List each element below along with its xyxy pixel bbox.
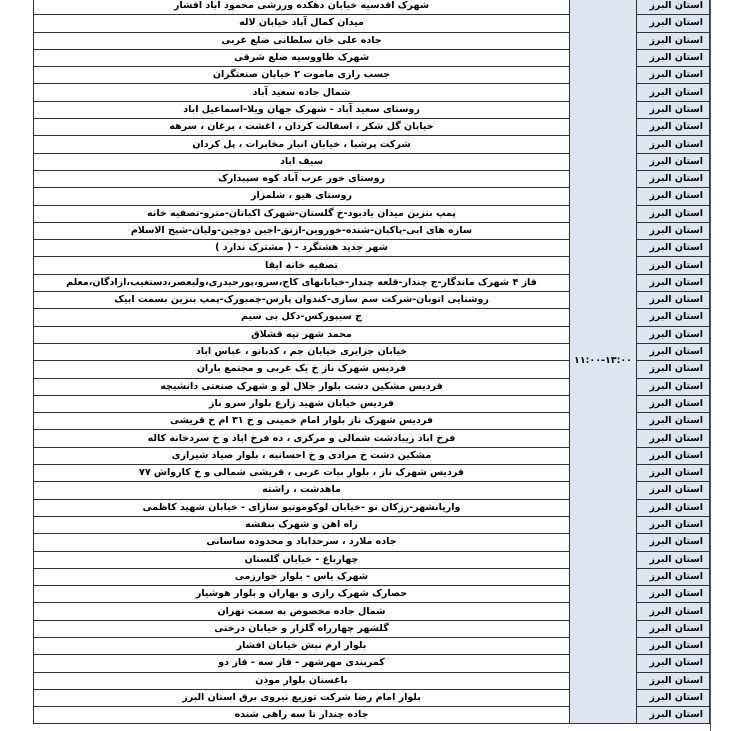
address-cell: فردیس خیابان شهید زارع بلوار سرو ناز bbox=[34, 395, 570, 412]
address-cell: ماهدشت ، راشته bbox=[34, 482, 570, 499]
province-cell: استان البرز bbox=[637, 240, 710, 257]
province-cell: استان البرز bbox=[637, 516, 710, 533]
province-cell: استان البرز bbox=[637, 568, 710, 585]
address-cell: سازه های ابی-پاکبان-شنده-خوروین-ازنق-اجین دوجین-ولیان-شیخ الاسلام bbox=[34, 222, 570, 239]
province-cell: استان البرز bbox=[637, 465, 710, 482]
province-cell: استان البرز bbox=[637, 292, 710, 309]
province-cell: استان البرز bbox=[637, 188, 710, 205]
province-cell: استان البرز bbox=[637, 101, 710, 118]
address-cell: واریانشهر-رزکان نو -خیابان لوکوموتیو سازای - خیابان شهید کاظمی bbox=[34, 499, 570, 516]
address-cell: محمد شهر تپه قشلاق bbox=[34, 326, 570, 343]
province-cell: استان البرز bbox=[637, 413, 710, 430]
province-cell: استان البرز bbox=[637, 586, 710, 603]
province-cell: استان البرز bbox=[637, 482, 710, 499]
address-cell: روستای هیو ، شلمزار bbox=[34, 188, 570, 205]
address-cell: روشنایی اتوبان-شرکت سم سازی-کندوان پارس-چمبورک-پمپ بنزین بسمت ابیک bbox=[34, 292, 570, 309]
province-cell: استان البرز bbox=[637, 153, 710, 170]
province-cell: استان البرز bbox=[637, 534, 710, 551]
address-cell: مشکین دشت خ مرادی و خ احسانیه ، بلوار صیاد شیرازی bbox=[34, 447, 570, 464]
province-cell: استان البرز bbox=[637, 15, 710, 32]
address-cell: گلشهر چهارراه گلزار و خیابان درختی bbox=[34, 620, 570, 637]
province-cell: استان البرز bbox=[637, 309, 710, 326]
address-cell: خیابان گل شکر ، اسفالت کردان ، اغشت ، برغان ، سرهه bbox=[34, 119, 570, 136]
province-cell: استان البرز bbox=[637, 499, 710, 516]
province-cell: استان البرز bbox=[637, 84, 710, 101]
province-cell: استان البرز bbox=[637, 136, 710, 153]
address-cell: شهرک طاووسیه ضلع شرقی bbox=[34, 49, 570, 66]
address-cell: جاده ملارد ، سرحداباد و محدوده ساسانی bbox=[34, 534, 570, 551]
sheet-right-border bbox=[710, 0, 711, 731]
address-cell: بلوار امام رضا شرکت توزیع نیروی برق استان البرز bbox=[34, 689, 570, 706]
province-cell: استان البرز bbox=[637, 378, 710, 395]
table-row bbox=[34, 0, 710, 15]
address-cell: شهر جدید هشتگرد - ( مشترک ندارد ) bbox=[34, 240, 570, 257]
address-cell: شهرک اقدسیه خیابان دهکده ورزشی محمود آباد افشار bbox=[34, 0, 570, 15]
address-cell: پمپ بنزین میدان یادبود-خ گلستان-شهرک اکباتان-مترو-تصفیه خانه bbox=[34, 205, 570, 222]
province-cell: استان البرز bbox=[637, 0, 710, 15]
province-cell: استان البرز bbox=[637, 67, 710, 84]
province-cell: استان البرز bbox=[637, 655, 710, 672]
address-cell: شهرک یاس - بلوار خوارزمی bbox=[34, 568, 570, 585]
address-cell: فردیس شهرک ناز خ یک غربی و مجتمع باران bbox=[34, 361, 570, 378]
province-cell: استان البرز bbox=[637, 257, 710, 274]
address-cell: شمال جاده سعید آباد bbox=[34, 84, 570, 101]
address-cell: فرخ اباد زیبادشت شمالی و مرکزی ، ده فرخ اباد و خ سردخانه کاله bbox=[34, 430, 570, 447]
address-cell: چهارباغ - خیابان گلستان bbox=[34, 551, 570, 568]
province-cell: استان البرز bbox=[637, 274, 710, 291]
address-cell: فردیس شهرک ناز ، بلوار بیات غربی ، قریشی شمالی و خ کارواش ۷۷ bbox=[34, 465, 570, 482]
address-cell: سیف اباد bbox=[34, 153, 570, 170]
address-cell: تصفیه خانه ایقا bbox=[34, 257, 570, 274]
address-cell: راه اهن و شهرک بنفشه bbox=[34, 516, 570, 533]
province-cell: استان البرز bbox=[637, 447, 710, 464]
address-cell: ج سیپورکس-دکل بی سیم bbox=[34, 309, 570, 326]
province-cell: استان البرز bbox=[637, 603, 710, 620]
address-cell: شرکت پرشیا ، خیابان انبار مخابرات ، پل کردان bbox=[34, 136, 570, 153]
province-cell: استان البرز bbox=[637, 119, 710, 136]
province-cell: استان البرز bbox=[637, 430, 710, 447]
address-cell: باغستان بلوار موذن bbox=[34, 672, 570, 689]
province-cell: استان البرز bbox=[637, 343, 710, 360]
table-body bbox=[34, 0, 710, 724]
address-cell: فردیس مشکین دشت بلوار جلال لو و شهرک صنعتی دانشیچه bbox=[34, 378, 570, 395]
address-cell: شمال جاده مخصوص به سمت تهران bbox=[34, 603, 570, 620]
province-cell: استان البرز bbox=[637, 222, 710, 239]
address-cell: حصارک شهرک رازی و بهاران و بلوار هوشیار bbox=[34, 586, 570, 603]
province-cell: استان البرز bbox=[637, 689, 710, 706]
address-cell: خیابان جزایری خیابان جم ، کدبانو ، عباس اباد bbox=[34, 343, 570, 360]
address-cell: جاده چندار تا سه راهی شنده bbox=[34, 707, 570, 724]
province-cell: استان البرز bbox=[637, 672, 710, 689]
address-cell: فردیس شهرک ناز بلوار امام خمینی و خ ۳۱ ام خ قریشی bbox=[34, 413, 570, 430]
province-cell: استان البرز bbox=[637, 707, 710, 724]
address-cell: فاز ۴ شهرک ماندگار-ج چندار-قلعه چندار-خیابانهای کاج،سرو،پورحیدری،ولیعصر،دستغیب،ازادگان،معلم bbox=[34, 274, 570, 291]
province-cell: استان البرز bbox=[637, 49, 710, 66]
address-cell: کمربندی مهرشهر - فاز سه - فاز دو bbox=[34, 655, 570, 672]
province-cell: استان البرز bbox=[637, 637, 710, 654]
outage-schedule-table bbox=[33, 0, 710, 724]
province-cell: استان البرز bbox=[637, 32, 710, 49]
province-cell: استان البرز bbox=[637, 205, 710, 222]
time-range-cell: ۱۱:۰۰-۱۳:۰۰ bbox=[570, 0, 637, 724]
address-cell: میدان کمال آباد خیابان لاله bbox=[34, 15, 570, 32]
province-cell: استان البرز bbox=[637, 361, 710, 378]
province-cell: استان البرز bbox=[637, 551, 710, 568]
province-cell: استان البرز bbox=[637, 620, 710, 637]
address-cell: بلوار ارم نبش خیابان افشار bbox=[34, 637, 570, 654]
address-cell: روستای سعید آباد - شهرک جهان ویلا-اسماعیل اباد bbox=[34, 101, 570, 118]
address-cell: جسب رازی ماموت ۲ خیابان صنعتگران bbox=[34, 67, 570, 84]
province-cell: استان البرز bbox=[637, 395, 710, 412]
address-cell: روستای خور عرب آباد کوه سپیدارک bbox=[34, 170, 570, 187]
province-cell: استان البرز bbox=[637, 170, 710, 187]
address-cell: جاده علی خان سلطانی ضلع غربی bbox=[34, 32, 570, 49]
province-cell: استان البرز bbox=[637, 326, 710, 343]
